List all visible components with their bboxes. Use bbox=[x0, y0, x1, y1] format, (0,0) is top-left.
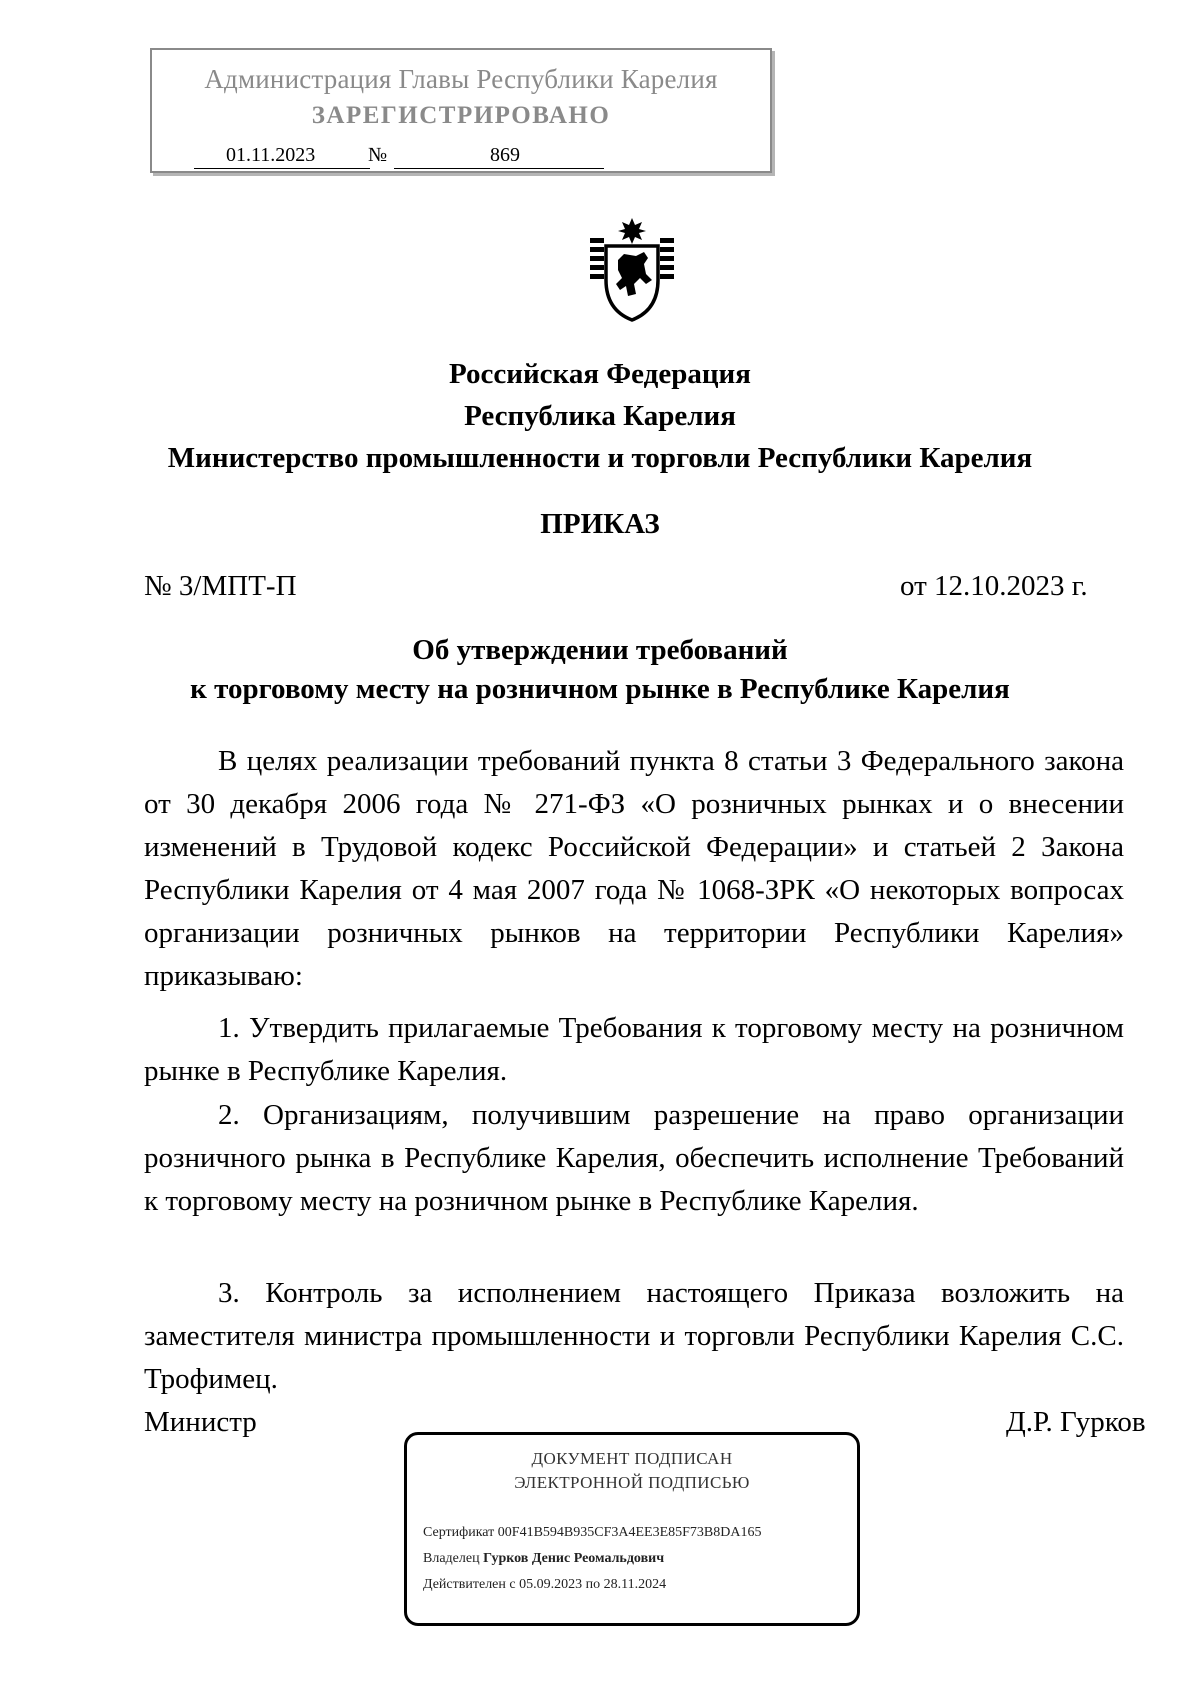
esig-title-1: ДОКУМЕНТ ПОДПИСАН bbox=[531, 1449, 733, 1468]
esig-valid-label: Действителен с bbox=[423, 1577, 516, 1592]
esig-title-2: ЭЛЕКТРОННОЙ ПОДПИСЬЮ bbox=[514, 1473, 750, 1492]
signatory-position: Министр bbox=[144, 1406, 257, 1438]
esig-certificate-value: 00F41B594B935CF3A4EE3E85F73B8DA165 bbox=[497, 1525, 762, 1540]
esig-valid-to-label: по bbox=[585, 1577, 601, 1592]
esig-owner-label: Владелец bbox=[423, 1551, 480, 1566]
registration-number: 869 bbox=[490, 144, 520, 166]
esig-valid-from: 05.09.2023 bbox=[519, 1577, 583, 1592]
header-ministry: Министерство промышленности и торговли Республики Карелия bbox=[167, 442, 1033, 474]
header-country: Российская Федерация bbox=[449, 358, 751, 390]
esig-valid-to: 28.11.2024 bbox=[603, 1577, 667, 1592]
subject-line-1: Об утверждении требований bbox=[412, 634, 788, 666]
signatory-name: Д.Р. Гурков bbox=[1006, 1406, 1146, 1438]
document-type: ПРИКАЗ bbox=[540, 508, 660, 540]
order-number: № 3/МПТ-П bbox=[144, 570, 297, 602]
registration-date: 01.11.2023 bbox=[226, 144, 316, 166]
subject-line-2: к торговому месту на розничном рынке в Республике Карелия bbox=[190, 673, 1010, 705]
registration-number-sign: № bbox=[368, 144, 388, 166]
order-date: от 12.10.2023 г. bbox=[900, 570, 1088, 602]
esig-certificate-label: Сертификат bbox=[423, 1525, 495, 1540]
registration-stamp bbox=[150, 48, 772, 173]
body-item-2: 2. Организациям, получившим разрешение на право организации розничного рынка в Республике Карелия, обеспечить исполнение Требований к торговому месту на розничном рынке в Республике Карелия. bbox=[144, 1099, 1124, 1217]
registration-authority: Администрация Главы Республики Карелия bbox=[204, 64, 718, 94]
electronic-signature-box bbox=[404, 1432, 860, 1626]
esig-owner bbox=[423, 1551, 664, 1567]
esig-certificate bbox=[423, 1525, 761, 1541]
header-region: Республика Карелия bbox=[464, 400, 736, 432]
esig-validity bbox=[423, 1577, 666, 1593]
body-item-1: 1. Утвердить прилагаемые Требования к торговому месту на розничном рынке в Республике Карелия. bbox=[144, 1012, 1124, 1087]
esig-owner-value: Гурков Денис Реомальдович bbox=[483, 1551, 665, 1566]
coat-of-arms-karelia-icon bbox=[588, 218, 676, 323]
registration-status: ЗАРЕГИСТРИРОВАНО bbox=[311, 102, 611, 129]
body-item-3: 3. Контроль за исполнением настоящего Приказа возложить на заместителя министра промышленности и торговли Республики Карелия С.С. Трофимец. bbox=[144, 1277, 1124, 1395]
body-preamble: В целях реализации требований пункта 8 статьи 3 Федерального закона от 30 декабря 2006 года № 271-ФЗ «О розничных рынках и о внесении изменений в Трудовой кодекс Российской Федерации» и статьей 2 Закона Республики Карелия от 4 мая 2007 года № 1068-ЗРК «О некоторых вопросах организации розничных рынков на территории Республики Карелия» приказываю: bbox=[144, 745, 1124, 992]
registration-details bbox=[194, 144, 614, 170]
